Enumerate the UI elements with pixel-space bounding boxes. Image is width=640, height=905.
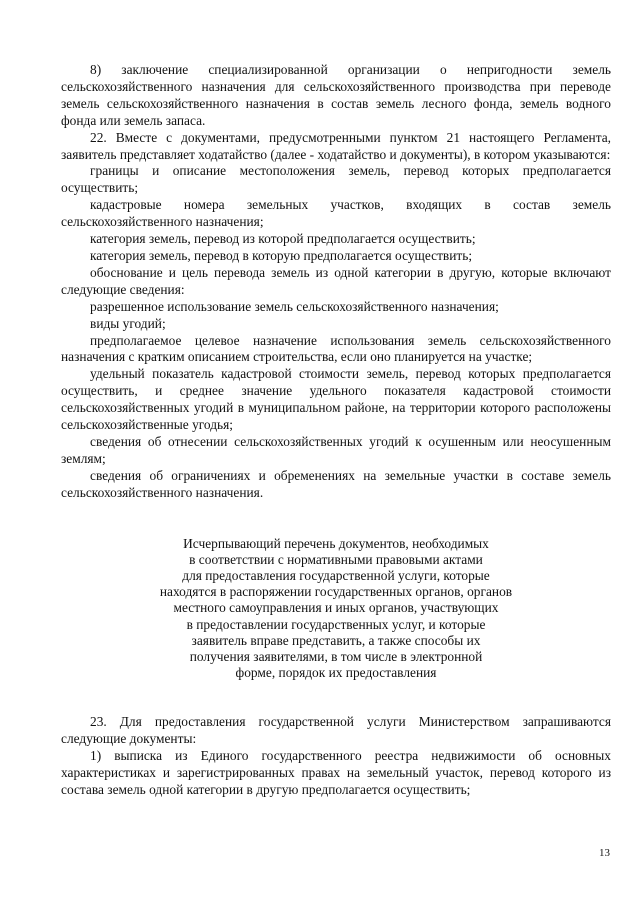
paragraph: 1) выписка из Единого государственного реестра недвижимости об основных характеристиках и зарегистрированных правах на земельный участок, перевод которого из состава земель одной категории в другую предполагается осуществить; [61,748,611,798]
paragraph: сведения об ограничениях и обременениях на земельные участки в составе земель сельскохозяйственного назначения. [61,467,611,500]
paragraph: категория земель, перевод из которой предполагается осуществить; [90,231,476,247]
page-number: 13 [599,847,610,859]
paragraph: кадастровые номера земельных участков, входящих в состав земель сельскохозяйственного назначения; [61,197,611,230]
section-heading [61,536,611,682]
heading-line: форме, порядок их предоставления [235,665,437,681]
paragraph: 8) заключение специализированной организации о непригодности земель сельскохозяйственного назначения для сельскохозяйственного производства при переводе земель сельскохозяйственного назначения в состав земель лесного фонда, земель водного фонда или земель запаса. [61,62,611,128]
paragraph: границы и описание местоположения земель, перевод которых предполагается осуществить; [61,163,611,196]
paragraph: разрешенное использование земель сельскохозяйственного назначения; [90,298,499,314]
paragraphs-bottom [61,714,611,799]
paragraph: обоснование и цель перевода земель из одной категории в другую, которые включают следующие сведения: [61,264,611,297]
paragraph: 23. Для предоставления государственной услуги Министерством запрашиваются следующие документы: [61,714,611,747]
heading-line: заявитель вправе представить, а также способы их [191,632,481,648]
heading-line: находятся в распоряжении государственных органов, органов [159,584,513,600]
heading-line: в соответствии с нормативными правовыми актами [189,551,483,567]
paragraphs-top [61,62,611,502]
paragraph: 22. Вместе с документами, предусмотренными пунктом 21 настоящего Регламента, заявитель представляет ходатайство (далее - ходатайство и документы), в котором указываются: [61,129,611,162]
heading-line: в предоставлении государственных услуг, и которые [186,616,486,632]
heading-line: Исчерпывающий перечень документов, необходимых [183,535,489,551]
heading-line: для предоставления государственной услуги, которые [182,567,490,583]
heading-line: местного самоуправления и иных органов, участвующих [173,600,499,616]
paragraph: категория земель, перевод в которую предполагается осуществить; [90,247,473,263]
heading-line: получения заявителями, в том числе в электронной [189,648,483,664]
paragraph: предполагаемое целевое назначение использования земель сельскохозяйственного назначения с кратким описанием строительства, если оно планируется на участке; [61,332,611,365]
paragraph: удельный показатель кадастровой стоимости земель, перевод которых предполагается осуществить, и среднее значение удельного показателя кадастровой стоимости сельскохозяйственных угодий в муниципальном районе, на территории которого расположены сельскохозяйственные угодья; [61,366,611,433]
paragraph: сведения об отнесении сельскохозяйственных угодий к осушенным или неосушенным землям; [61,433,611,466]
paragraph: виды угодий; [90,315,166,331]
